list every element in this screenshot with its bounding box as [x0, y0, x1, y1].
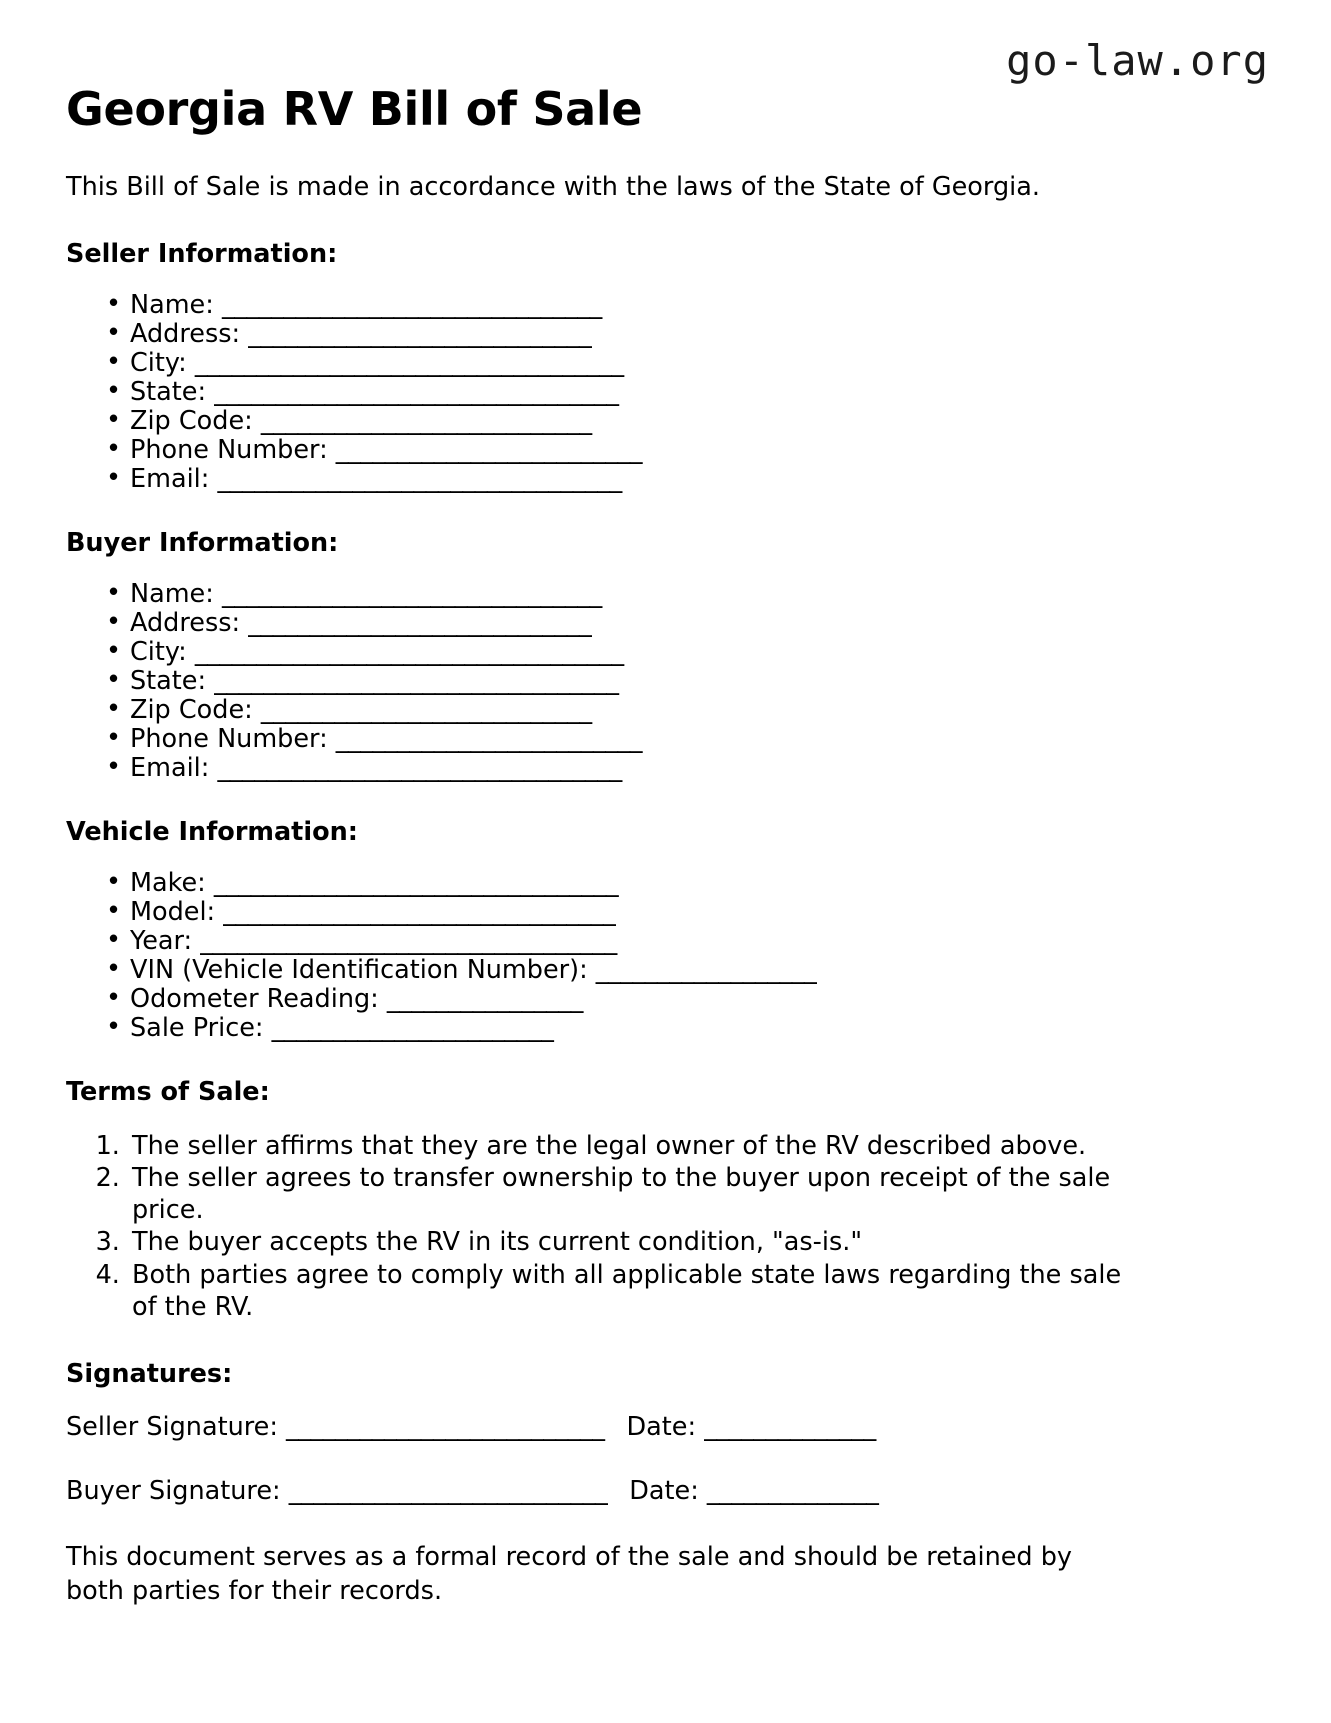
signatures-heading: Signatures: — [66, 1359, 233, 1390]
field-blank-line[interactable]: _________________________________ — [213, 868, 619, 899]
field-label: Model: — [130, 897, 216, 928]
field-label: VIN (Vehicle Identification Number): — [130, 955, 588, 986]
buyer-signature-blank-line[interactable]: __________________________ — [288, 1476, 608, 1507]
list-item — [106, 638, 1134, 667]
seller-signature-blank-line[interactable]: __________________________ — [286, 1411, 605, 1442]
field-blank-line[interactable]: ________________ — [386, 984, 583, 1015]
field-blank-line[interactable]: ___________________________ — [260, 695, 592, 725]
field-blank-line[interactable]: _________________________________ — [214, 376, 619, 407]
list-item — [106, 956, 1134, 985]
field-blank-line[interactable]: ___________________________________ — [194, 637, 624, 668]
field-blank-line[interactable]: _________________________________ — [217, 752, 622, 783]
list-item — [106, 1014, 1134, 1043]
field-blank-line[interactable]: ___________________________ — [260, 405, 592, 436]
field-label: City: — [130, 347, 187, 378]
field-label: Name: — [130, 290, 214, 321]
field-blank-line[interactable]: _________________________________ — [214, 666, 619, 697]
vehicle-information-heading: Vehicle Information: — [66, 816, 358, 847]
field-blank-line[interactable]: _______________________________ — [221, 290, 602, 321]
list-item: 2. The seller agrees to transfer ownership to the buyer upon receipt of the sale price. — [128, 1162, 1134, 1227]
seller-date-blank-line[interactable]: ______________ — [704, 1411, 876, 1442]
field-blank-line[interactable]: __________________________________ — [200, 926, 617, 957]
seller-information-heading: Seller Information: — [66, 238, 338, 269]
list-item — [106, 378, 1134, 407]
list-item: 3. The buyer accepts the RV in its current condition, "as-is." — [128, 1226, 1134, 1258]
vehicle-field-list — [66, 869, 1134, 1043]
list-item — [106, 320, 1134, 349]
field-label: Address: — [130, 608, 241, 639]
field-blank-line[interactable]: ________________________________ — [223, 897, 616, 928]
field-blank-line[interactable]: _______________________ — [271, 1013, 554, 1044]
field-label: State: — [130, 376, 207, 407]
field-label: State: — [130, 666, 207, 697]
list-item — [106, 609, 1134, 638]
buyer-signature-row — [66, 1476, 1134, 1507]
field-blank-line[interactable]: _______________________________ — [221, 579, 602, 610]
terms-list — [66, 1130, 1134, 1324]
list-item — [106, 667, 1134, 696]
buyer-information-heading: Buyer Information: — [66, 527, 339, 558]
seller-date-label: Date: — [626, 1411, 697, 1442]
field-blank-line[interactable]: __________________ — [595, 955, 817, 986]
field-label: Odometer Reading: — [130, 984, 379, 1015]
field-label: Email: — [130, 752, 210, 783]
list-item — [106, 349, 1134, 378]
list-item: 4. Both parties agree to comply with all applicable state laws regarding the sale of the RV. — [128, 1259, 1134, 1324]
field-label: Phone Number: — [130, 723, 328, 754]
buyer-date-blank-line[interactable]: ______________ — [706, 1476, 879, 1507]
list-item — [106, 436, 1134, 465]
buyer-date-label: Date: — [629, 1476, 699, 1507]
list-item — [106, 291, 1134, 320]
buyer-field-list — [66, 580, 1134, 783]
field-blank-line[interactable]: ____________________________ — [248, 319, 592, 350]
closing-paragraph: This document serves as a formal record of the sale and should be retained by both parties for their records. — [66, 1541, 1073, 1606]
list-item — [106, 465, 1134, 494]
buyer-signature-label: Buyer Signature: — [66, 1476, 281, 1507]
field-label: Year: — [130, 926, 193, 957]
field-label: Sale Price: — [130, 1013, 264, 1044]
document-content — [66, 84, 1134, 1609]
field-label: Zip Code: — [130, 695, 253, 725]
list-item — [106, 927, 1134, 956]
field-label: Make: — [130, 868, 206, 899]
list-item — [106, 407, 1134, 436]
seller-field-list — [66, 291, 1134, 494]
field-label: Email: — [130, 463, 210, 494]
list-item — [106, 985, 1134, 1014]
field-label: Name: — [130, 579, 214, 610]
list-item: 1. The seller affirms that they are the legal owner of the RV described above. — [128, 1130, 1134, 1162]
field-blank-line[interactable]: _________________________ — [335, 434, 643, 465]
field-label: Zip Code: — [130, 405, 253, 436]
seller-signature-row — [66, 1412, 1134, 1443]
field-blank-line[interactable]: _________________________________ — [217, 463, 622, 494]
field-label: Phone Number: — [130, 434, 328, 465]
list-item — [106, 696, 1134, 725]
field-blank-line[interactable]: _________________________ — [335, 723, 643, 754]
list-item — [106, 580, 1134, 609]
terms-of-sale-heading: Terms of Sale: — [66, 1077, 270, 1108]
list-item — [106, 725, 1134, 754]
field-blank-line[interactable]: ___________________________________ — [194, 347, 624, 378]
intro-paragraph: This Bill of Sale is made in accordance with the laws of the State of Georgia. — [66, 171, 1040, 202]
signatures-block — [66, 1412, 1134, 1507]
seller-signature-label: Seller Signature: — [66, 1411, 278, 1442]
field-label: Address: — [130, 319, 241, 350]
page-title: Georgia RV Bill of Sale — [66, 82, 643, 136]
list-item — [106, 869, 1134, 898]
list-item — [106, 754, 1134, 783]
field-blank-line[interactable]: ____________________________ — [248, 608, 592, 639]
site-logo: go-law.org — [1006, 36, 1269, 85]
list-item — [106, 898, 1134, 927]
field-label: City: — [130, 637, 187, 668]
